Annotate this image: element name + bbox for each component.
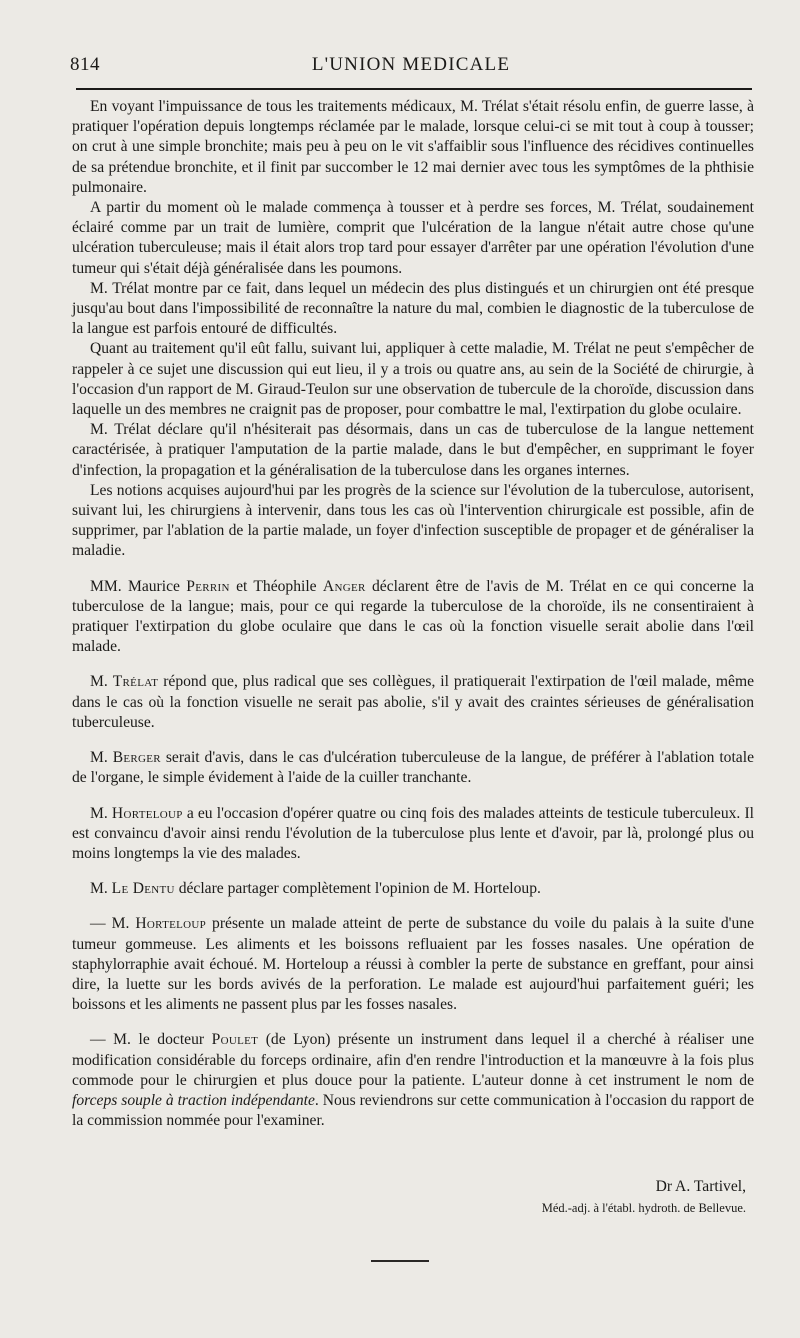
paragraph: A partir du moment où le malade commença à tousser et à perdre ses forces, M. Trélat, soudainement éclairé comme par un trait de lumière, comprit que l'ulcération de la langue n'était autre chose qu'une ulcération tuberculeuse; mais il était alors trop tard pour essayer d'arrêter par une opération l'évolution d'une tumeur qui s'était déjà généralisée dans les poumons. (72, 199, 754, 277)
speaker-name: Le Dentu (111, 880, 175, 898)
speaker-name: Perrin (186, 577, 230, 595)
paragraph-trelat: M. Trélat répond que, plus radical que ses collègues, il pratiquerait l'extirpation de l'œil malade, même dans le cas où la fonction visuelle ne serait pas abolie, s'il y avait des craintes sérieuses de généralisation tuberculeuse. (72, 673, 754, 731)
speaker-name: Anger (322, 577, 366, 595)
instrument-name: forceps souple à traction indépendante (72, 1091, 315, 1109)
paragraph-le-dentu: M. Le Dentu déclare partager complètement l'opinion de M. Horteloup. (90, 880, 541, 898)
paragraph: M. Trélat déclare qu'il n'hésiterait pas désormais, dans un cas de tuberculose de la langue nettement caractérisée, à pratiquer l'amputation de la partie malade, dans le but d'empêcher, en supprimant le foyer d'infection, la propagation et la généralisation de la tuberculose dans les organes internes. (72, 421, 754, 479)
paragraph-berger: M. Berger serait d'avis, dans le cas d'ulcération tuberculeuse de la langue, de préférer à l'ablation totale de l'organe, le simple évidement à l'aide de la cuiller tranchante. (72, 749, 754, 787)
speaker-name: Poulet (211, 1031, 259, 1049)
end-rule (371, 1260, 429, 1262)
paragraph: M. Trélat montre par ce fait, dans lequel un médecin des plus distingués et un chirurgien ont été presque jusqu'au bout dans l'impossibilité de reconnaître la nature du mal, combien le diagnostic de la tuberculose de la langue est parfois entouré de difficultés. (72, 279, 754, 338)
article-body (72, 97, 754, 1131)
author-title: Méd.-adj. à l'établ. hydroth. de Bellevue. (541, 1201, 746, 1215)
speaker-name: Trélat (112, 673, 159, 691)
paragraph: Quant au traitement qu'il eût fallu, suivant lui, appliquer à cette maladie, M. Trélat ne peut s'empêcher de rappeler à ce sujet une discussion qui eut lieu, il y a trois ou quatre ans, au sein de la Société de chirurgie, à l'occasion d'un rapport de M. Giraud-Teulon sur une observation de tubercule de la choroïde, discussion dans laquelle un des membres ne craignit pas de proposer, pour combattre le mal, l'extirpation du globe oculaire. (72, 340, 754, 419)
paragraph: En voyant l'impuissance de tous les traitements médicaux, M. Trélat s'était résolu enfin, de guerre lasse, à pratiquer l'opération depuis longtemps réclamée par le malade, lorsque celui-ci se mit tout à coup à tousser; on crut à une simple bronchite; mais peu à peu on le vit s'affaiblir sous l'influence des récidives continuelles de sa prétendue bronchite, et il finit par succomber le 12 mai dernier avec tous les symptômes de la phthisie pulmonaire. (72, 98, 754, 196)
speaker-name: Berger (112, 749, 161, 767)
author-name: Dr A. Tartivel, (655, 1178, 746, 1195)
signature (542, 1176, 746, 1218)
page-header (68, 52, 754, 82)
paragraph: Les notions acquises aujourd'hui par les progrès de la science sur l'évolution de la tuberculose, autorisent, suivant lui, les chirurgiens à intervenir, dans tous les cas où l'intervention chirurgicale est possible, afin de supprimer, par l'ablation de la partie malade, un foyer d'infection susceptible de propager et de généraliser la maladie. (72, 481, 754, 560)
paragraph-perrin-anger: MM. Maurice Perrin et Théophile Anger déclarent être de l'avis de M. Trélat en ce qui concerne la tuberculose de la langue; mais, pour ce qui regarde la tuberculose de la choroïde, ils ne consentiraient à pratiquer l'extirpation du globe oculaire que dans le cas où la fonction visuelle serait abolie dans l'œil malade. (72, 577, 754, 656)
header-rule (76, 88, 752, 90)
paragraph-horteloup: M. Horteloup a eu l'occasion d'opérer quatre ou cinq fois des malades atteints de testicule tuberculeux. Il est convaincu d'avoir ainsi rendu l'évolution de la tuberculose plus lente et d'avoir, par là, prolongé plus ou moins longtemps la vie des malades. (72, 804, 754, 862)
page-number: 814 (70, 54, 100, 75)
paragraph-horteloup-case: — M. Horteloup présente un malade atteint de perte de substance du voile du palais à la suite d'une tumeur gommeuse. Les aliments et les boissons refluaient par les fosses nasales. Une opération de staphylorraphie avait échoué. M. Horteloup a réussi à combler la perte de substance en greffant, pour ainsi dire, la luette sur les bords avivés de la perforation. Le malade est aujourd'hui parfaitement guéri; les boissons et les aliments ne passent plus par les fosses nasales. (72, 915, 755, 1014)
paragraph-poulet: — M. le docteur Poulet (de Lyon) présente un instrument dans lequel il a cherché à réaliser une modification considérable du forceps ordinaire, afin d'en rendre l'introduction et la manœuvre à la fois plus commode pour le chirurgien et plus douce pour la patiente. L'auteur donne à cet instrument le nom de forceps souple à traction indépendante. Nous reviendrons sur cette communication à l'occasion du rapport de la commission nommée pour l'examiner. (72, 1031, 754, 1130)
journal-title: L'UNION MEDICALE (311, 54, 511, 75)
speaker-name: Horteloup (135, 915, 207, 933)
speaker-name: Horteloup (111, 804, 183, 822)
